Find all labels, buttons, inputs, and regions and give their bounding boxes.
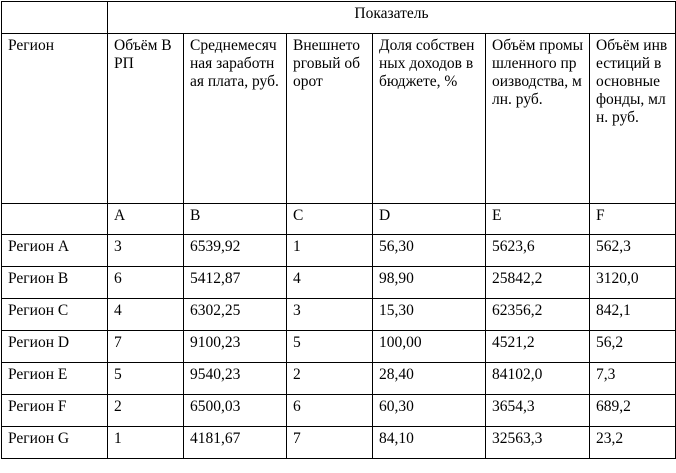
region-name: Регион A [2,235,108,267]
table-cell: 5623,6 [486,235,590,267]
table-cell: 32563,3 [486,427,590,459]
table-row [2,299,676,331]
table-cell: 1 [287,235,373,267]
table-cell: 7 [108,331,184,363]
column-header-e: Объём промышленного производства, млн. руб. [486,34,590,204]
table-cell: 28,40 [373,363,486,395]
column-header-c: Внешнеторговый оборот [287,34,373,204]
table-cell: 3120,0 [590,267,676,299]
table-cell: 842,1 [590,299,676,331]
column-code: A [108,204,184,235]
table-cell: 7 [287,427,373,459]
group-header-row [2,2,676,34]
corner-cell [2,2,108,34]
table-cell: 4181,67 [184,427,287,459]
table-cell: 84102,0 [486,363,590,395]
empty-cell [2,204,108,235]
table-cell: 5412,87 [184,267,287,299]
table-cell: 9540,23 [184,363,287,395]
table-cell: 15,30 [373,299,486,331]
table-row [2,267,676,299]
table-cell: 60,30 [373,395,486,427]
table-cell: 25842,2 [486,267,590,299]
table-cell: 84,10 [373,427,486,459]
table-cell: 2 [108,395,184,427]
column-code: F [590,204,676,235]
table-cell: 100,00 [373,331,486,363]
column-header-b: Среднемесячная заработная плата, руб. [184,34,287,204]
table-cell: 4521,2 [486,331,590,363]
table-cell: 6302,25 [184,299,287,331]
table-row [2,331,676,363]
table-cell: 3654,3 [486,395,590,427]
table-cell: 3 [108,235,184,267]
group-header-cell: Показатель [108,2,676,34]
table-cell: 562,3 [590,235,676,267]
table-cell: 6500,03 [184,395,287,427]
column-code: E [486,204,590,235]
table-row [2,363,676,395]
table-cell: 3 [287,299,373,331]
table-cell: 7,3 [590,363,676,395]
region-name: Регион B [2,267,108,299]
table-cell: 56,2 [590,331,676,363]
table-row [2,235,676,267]
region-name: Регион C [2,299,108,331]
table-cell: 2 [287,363,373,395]
table-cell: 6 [108,267,184,299]
region-name: Регион F [2,395,108,427]
table-cell: 23,2 [590,427,676,459]
column-header-row [2,34,676,204]
column-header-f: Объём инвестиций в основные фонды, млн. руб. [590,34,676,204]
regional-indicators-table [1,1,676,459]
region-name: Регион E [2,363,108,395]
row-header-cell: Регион [2,34,108,204]
table-cell: 6539,92 [184,235,287,267]
region-name: Регион G [2,427,108,459]
column-code: B [184,204,287,235]
table-cell: 56,30 [373,235,486,267]
table-row [2,395,676,427]
table-cell: 6 [287,395,373,427]
column-header-a: Объём ВРП [108,34,184,204]
column-code: C [287,204,373,235]
column-code-row [2,204,676,235]
table-cell: 9100,23 [184,331,287,363]
table-cell: 4 [287,267,373,299]
table-row [2,427,676,459]
column-header-d: Доля собственных доходов в бюджете, % [373,34,486,204]
table-cell: 5 [287,331,373,363]
table-cell: 98,90 [373,267,486,299]
region-name: Регион D [2,331,108,363]
table-cell: 62356,2 [486,299,590,331]
table-cell: 5 [108,363,184,395]
table-cell: 689,2 [590,395,676,427]
table-cell: 4 [108,299,184,331]
table-cell: 1 [108,427,184,459]
column-code: D [373,204,486,235]
